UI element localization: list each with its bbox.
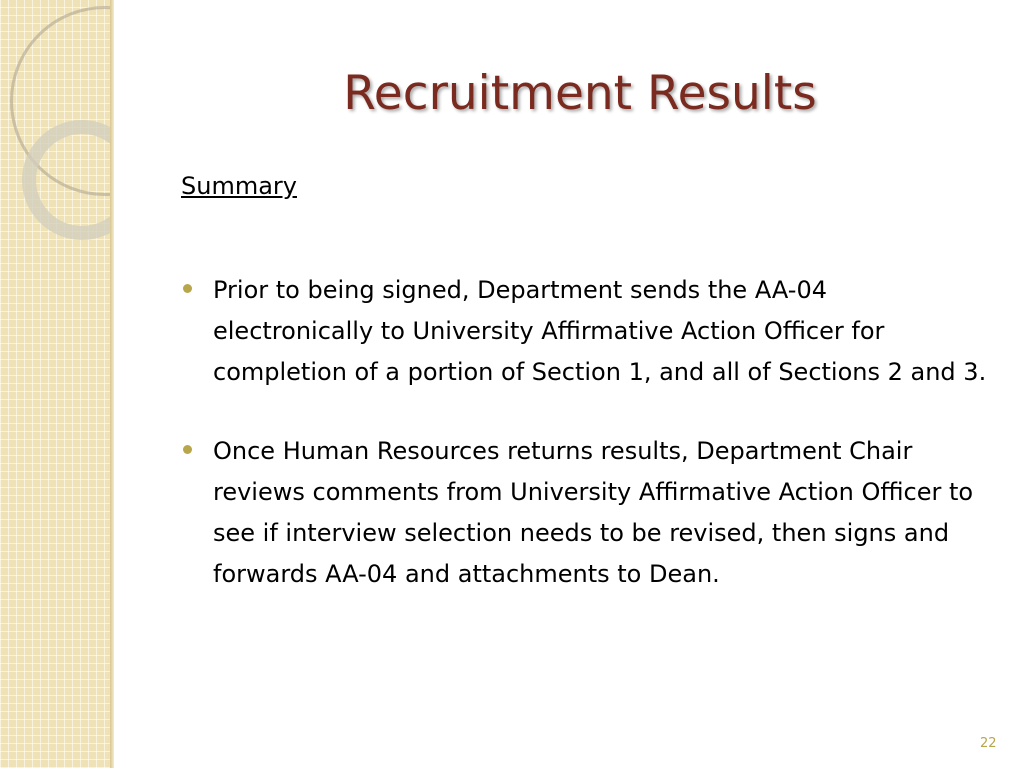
slide-title: Recruitment Results: [343, 66, 817, 121]
bullet-text: Once Human Resources returns results, Department Chair reviews comments from University Affirmative Action Officer to see if interview selection needs to be revised, then signs and forwards AA-04 and attachments to Dean.: [213, 437, 974, 588]
bullet-dot-icon: [183, 445, 192, 454]
page-number: 22: [980, 736, 997, 751]
bullet-list: [180, 270, 990, 633]
bullet-item-1: [180, 270, 990, 393]
bullet-item-2: [180, 431, 990, 595]
bullet-text: Prior to being signed, Department sends the AA-04 electronically to University Affirmative Action Officer for completion of a portion of Section 1, and all of Sections 2 and 3.: [213, 276, 987, 386]
decorative-side-strip: [0, 0, 110, 768]
bullet-dot-icon: [183, 284, 192, 293]
side-strip-edge: [110, 0, 114, 768]
summary-heading: Summary: [181, 172, 297, 200]
